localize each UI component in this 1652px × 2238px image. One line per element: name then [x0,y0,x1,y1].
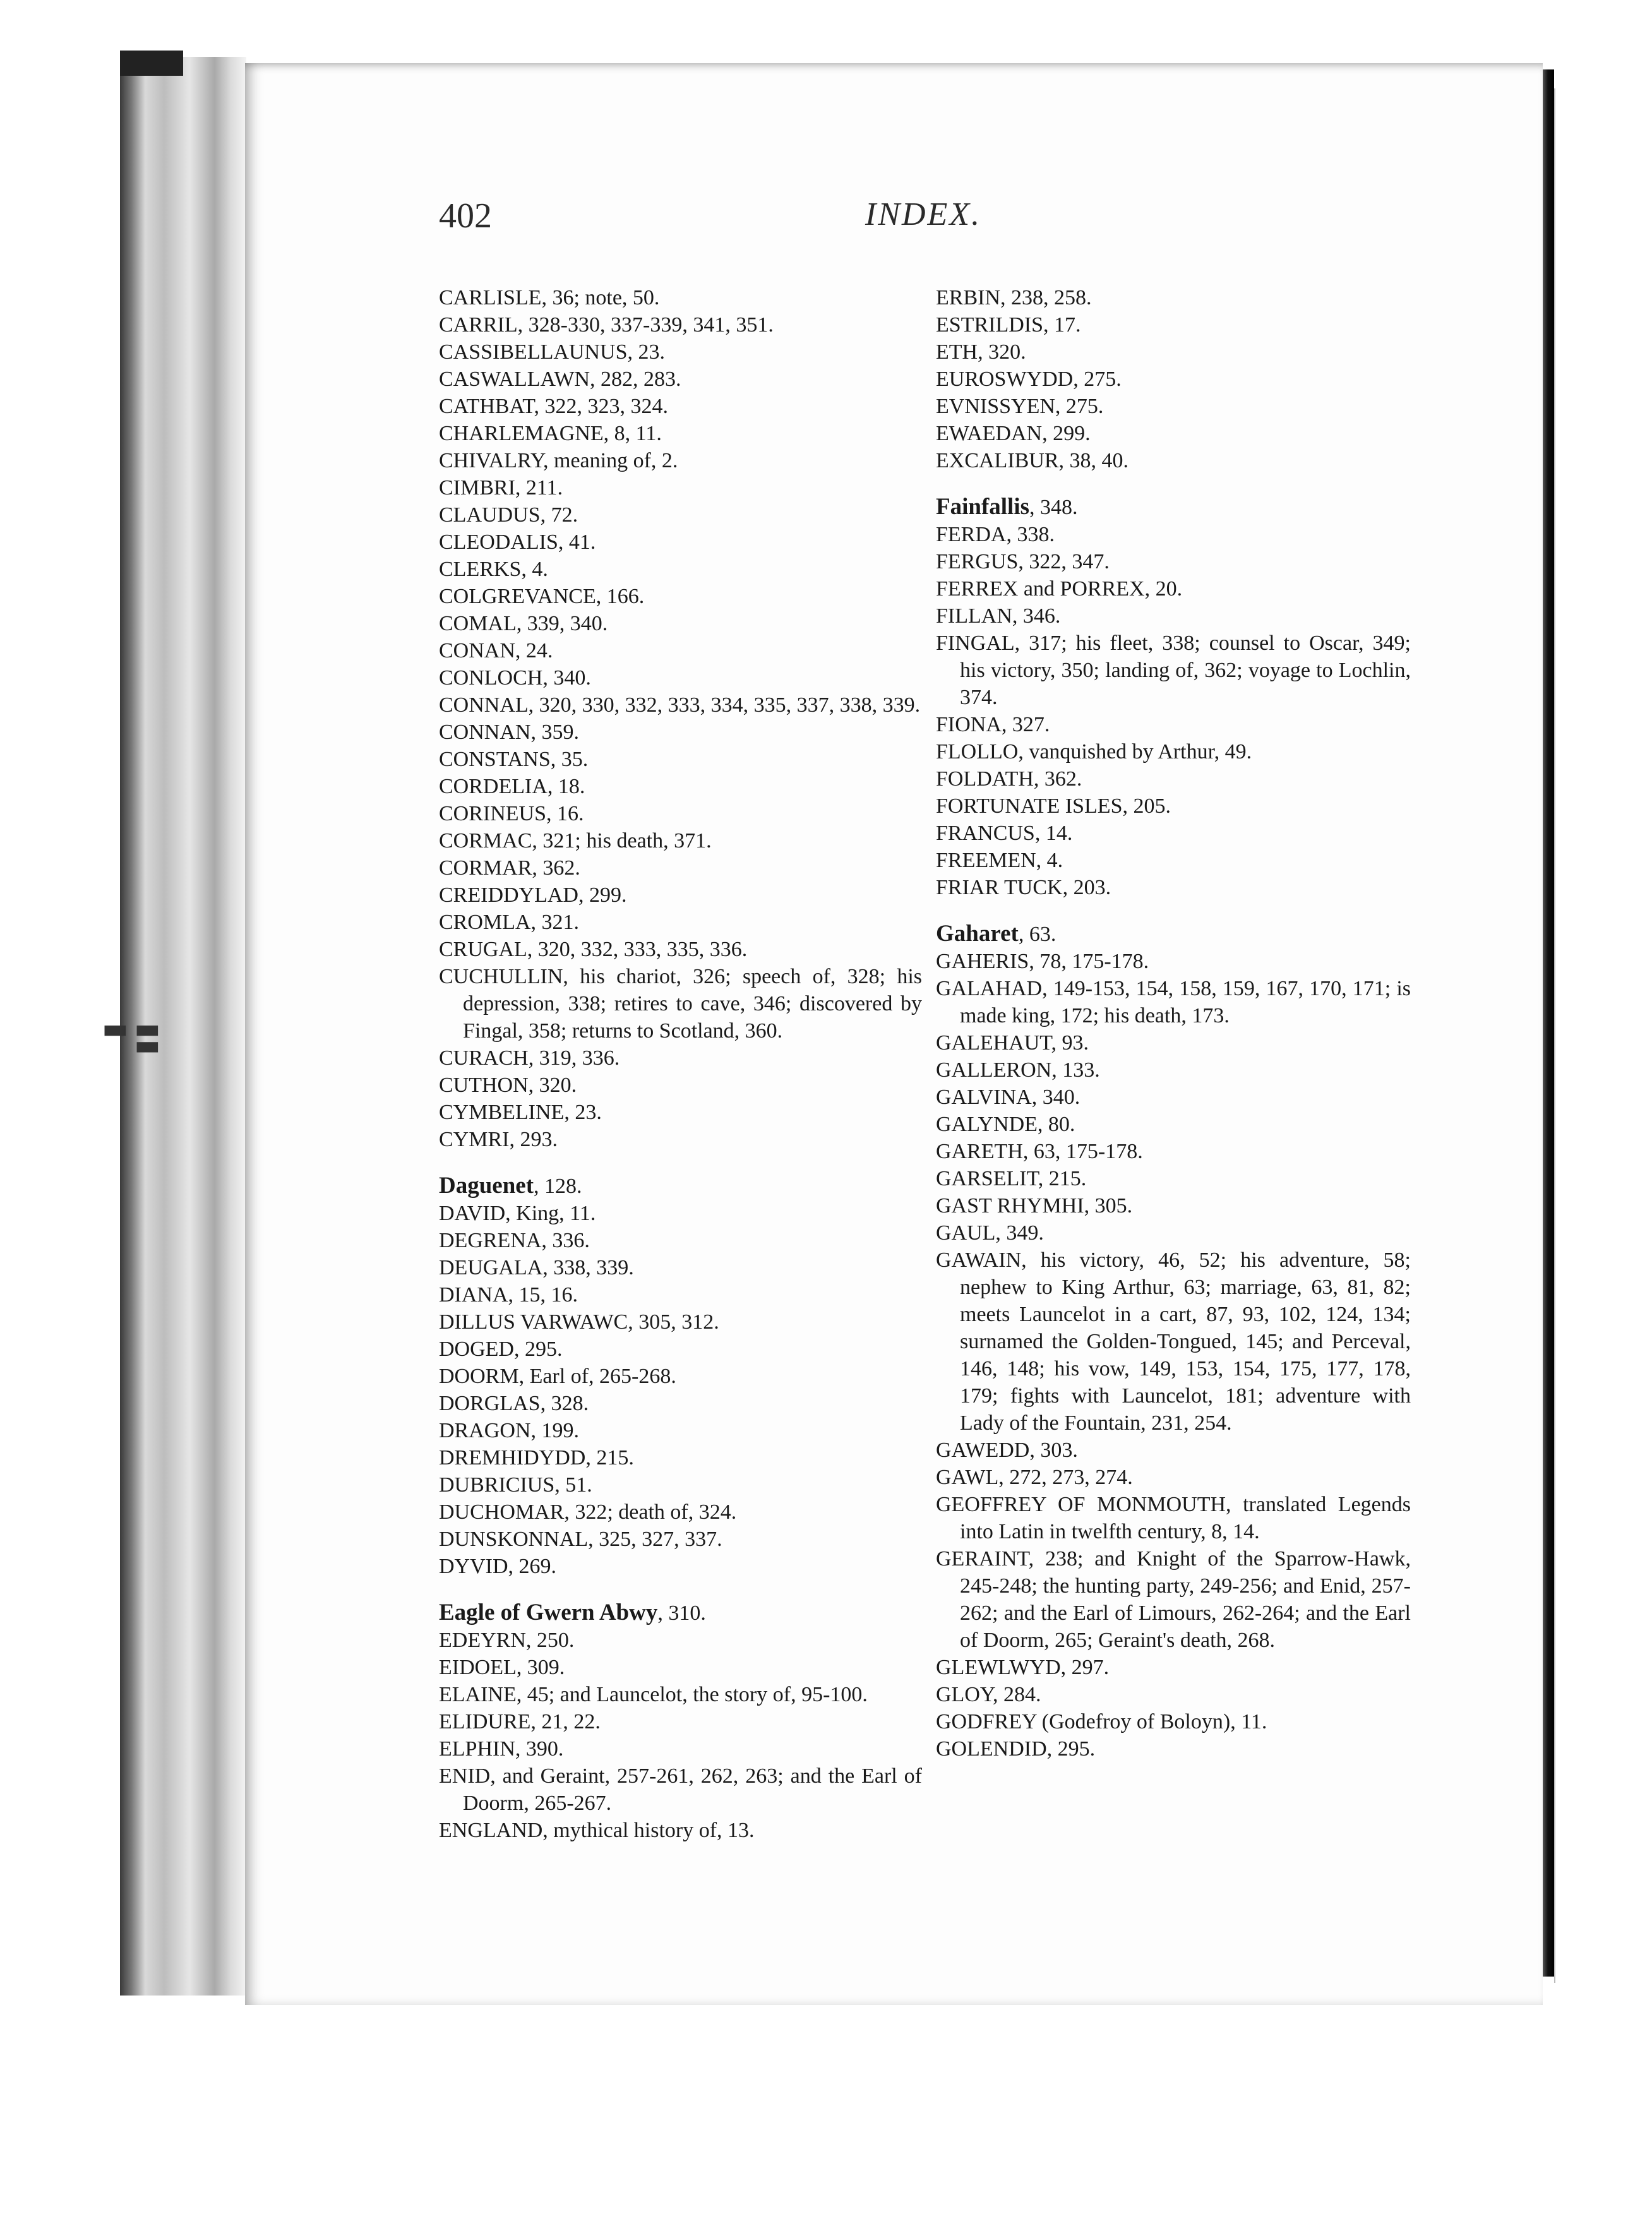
index-entry [439,284,922,311]
index-entry [439,474,922,501]
entry-text: ENGLAND, mythical history of, 13. [439,1819,755,1842]
index-entry [439,1762,922,1817]
entry-text: CUTHON, 320. [439,1074,577,1097]
entry-text: CLAUDUS, 72. [439,503,578,527]
entry-text: FILLAN, 346. [936,604,1061,628]
entry-text: DEGRENA, 336. [439,1229,590,1252]
entry-text: CORDELIA, 18. [439,775,585,798]
entry-text: GODFREY (Godefroy of Boloyn), 11. [936,1710,1267,1733]
facing-page [1554,88,1652,1983]
entry-text: , 310. [657,1601,706,1625]
section-head-entry: Daguenet [439,1173,534,1199]
entry-text: DAVID, King, 11. [439,1202,596,1225]
entry-text: CASSIBELLAUNUS, 23. [439,340,665,364]
index-entry [936,1219,1411,1247]
index-entry [936,1491,1411,1545]
entry-text: DEUGALA, 338, 339. [439,1256,634,1279]
entry-text: GLOY, 284. [936,1683,1041,1706]
entry-text: FERGUS, 322, 347. [936,550,1110,573]
entry-text: COLGREVANCE, 166. [439,585,645,608]
entry-text: GAWAIN, his victory, 46, 52; his adventure, 58; nephew to King Arthur, 63; marriage, 63, 81, 82; meets Launcelot in a cart, 87, 93, 102, 124, 134; surnamed the Golden-Tongued, 145; and Perceval, 146, 148; his vow, 149, 153, 154, 175, 177, 178, 179; fights with Launcelot, 181; adventure with Lady of the Fountain, 231, 254. [936,1248,1411,1435]
index-entry [936,393,1411,420]
index-entry [936,765,1411,793]
entry-text: GEOFFREY OF MONMOUTH, translated Legends into Latin in twelfth century, 8, 14. [936,1493,1411,1543]
index-entry [439,556,922,583]
entry-text: FIONA, 327. [936,713,1050,736]
index-entry [439,1390,922,1417]
entry-text: DREMHIDYDD, 215. [439,1446,634,1469]
index-entry [439,882,922,909]
index-entry [439,1099,922,1126]
entry-text: CHIVALRY, meaning of, 2. [439,449,678,472]
page-number: 402 [439,196,492,236]
entry-text: DUBRICIUS, 51. [439,1473,592,1497]
entry-text: DUNSKONNAL, 325, 327, 337. [439,1528,722,1551]
index-entry [936,1735,1411,1762]
entry-text: GOLENDID, 295. [936,1737,1096,1761]
index-entry [439,1308,922,1336]
entry-text: FRIAR TUCK, 203. [936,876,1111,899]
index-entry [936,1681,1411,1708]
index-entry [439,1471,922,1499]
entry-text: FOLDATH, 362. [936,767,1082,791]
index-entry [439,664,922,691]
index-entry [936,874,1411,901]
entry-text: CYMRI, 293. [439,1128,558,1151]
entry-text: GARETH, 63, 175-178. [936,1140,1143,1163]
entry-text: CORMAR, 362. [439,856,580,880]
index-entry [439,909,922,936]
entry-text: GAUL, 349. [936,1221,1044,1245]
entry-text: GALYNDE, 80. [936,1113,1075,1136]
index-entry [439,447,922,474]
entry-text: DOGED, 295. [439,1337,563,1361]
entry-text: FRANCUS, 14. [936,822,1073,845]
letter-section-gap [439,1580,922,1599]
index-entry [936,975,1411,1029]
entry-text: , 348. [1029,496,1078,519]
entry-text: GALAHAD, 149-153, 154, 158, 159, 167, 170, 171; is made king, 172; his death, 173. [936,977,1411,1027]
index-entry [936,738,1411,765]
index-entry [936,338,1411,366]
index-entry [439,1681,922,1708]
index-entry [936,920,1411,948]
index-entry [439,1227,922,1254]
entry-text: CARLISLE, 36; note, 50. [439,286,660,309]
entry-text: CONAN, 24. [439,639,553,662]
index-entry [439,1126,922,1153]
entry-text: EIDOEL, 309. [439,1656,565,1679]
running-head: INDEX. [865,196,982,232]
entry-text: CYMBELINE, 23. [439,1101,602,1124]
facing-page-gutter [1543,69,1554,1977]
index-entry [439,583,922,610]
index-entry [439,1654,922,1681]
letter-section-gap [936,901,1411,920]
index-entry [936,521,1411,548]
index-entry [936,711,1411,738]
index-entry [936,847,1411,874]
index-entry [439,691,922,719]
index-entry [439,963,922,1044]
index-entry [439,393,922,420]
entry-text: ETH, 320. [936,340,1026,364]
entry-text: CORMAC, 321; his death, 371. [439,829,712,853]
index-entry [439,1200,922,1227]
index-entry [439,1499,922,1526]
index-entry [936,630,1411,711]
entry-text: GALLERON, 133. [936,1058,1100,1082]
index-entry [439,501,922,529]
index-entry [439,1254,922,1281]
entry-text: CARRIL, 328-330, 337-339, 341, 351. [439,313,774,337]
entry-text: CATHBAT, 322, 323, 324. [439,395,668,418]
entry-text: CASWALLAWN, 282, 283. [439,368,681,391]
index-entry [439,1072,922,1099]
index-entry [439,1417,922,1444]
entry-text: CLEODALIS, 41. [439,530,596,554]
section-head-entry: Fainfallis [936,494,1030,520]
entry-text: CIMBRI, 211. [439,476,563,500]
entry-text: DUCHOMAR, 322; death of, 324. [439,1500,737,1524]
letter-section-gap [936,474,1411,493]
index-entry [439,746,922,773]
entry-text: GALVINA, 340. [936,1086,1080,1109]
entry-text: ERBIN, 238, 258. [936,286,1092,309]
entry-text: CLERKS, 4. [439,558,548,581]
entry-text: CONLOCH, 340. [439,666,591,690]
entry-text: COMAL, 339, 340. [439,612,608,635]
entry-text: DYVID, 269. [439,1555,557,1578]
spine-marking: ▮▮ ▮ [102,1023,165,1056]
entry-text: , 63. [1018,923,1056,946]
index-entry [936,1111,1411,1138]
index-entry [936,793,1411,820]
index-entry [439,420,922,447]
index-entry [439,773,922,800]
entry-text: CROMLA, 321. [439,911,579,934]
section-head-entry: Gaharet [936,921,1019,947]
index-entry [439,1044,922,1072]
entry-text: CREIDDYLAD, 299. [439,883,627,907]
entry-text: GAHERIS, 78, 175-178. [936,950,1149,973]
entry-text: DORGLAS, 328. [439,1392,589,1415]
index-entry [439,311,922,338]
index-entry [936,1029,1411,1056]
index-entry [439,366,922,393]
index-column-right [936,284,1411,1762]
entry-text: CONNAL, 320, 330, 332, 333, 334, 335, 337, 338, 339. [439,693,921,717]
index-entry [936,602,1411,630]
entry-text: GAST RHYMHI, 305. [936,1194,1133,1218]
index-column-left [439,284,922,1844]
entry-text: DRAGON, 199. [439,1419,579,1442]
entry-text: , 128. [534,1175,582,1198]
index-entry [936,1545,1411,1654]
index-entry [936,1084,1411,1111]
index-entry [439,1336,922,1363]
entry-text: GAWL, 272, 273, 274. [936,1466,1133,1489]
entry-text: CONNAN, 359. [439,721,579,744]
entry-text: ESTRILDIS, 17. [936,313,1081,337]
index-entry [439,338,922,366]
index-entry [936,1192,1411,1219]
index-entry [936,820,1411,847]
index-entry [439,1553,922,1580]
index-entry [439,854,922,882]
index-entry [439,936,922,963]
index-entry [936,948,1411,975]
index-entry [936,1654,1411,1681]
entry-text: EDEYRN, 250. [439,1629,575,1652]
entry-text: FERREX and PORREX, 20. [936,577,1183,601]
index-entry [936,493,1411,521]
entry-text: CORINEUS, 16. [439,802,584,825]
index-entry [936,548,1411,575]
entry-text: GLEWLWYD, 297. [936,1656,1110,1679]
entry-text: FORTUNATE ISLES, 205. [936,794,1171,818]
entry-text: GERAINT, 238; and Knight of the Sparrow-Hawk, 245-248; the hunting party, 249-256; and Enid, 257-262; and the Earl of Limours, 262-264; and the Earl of Doorm, 265; Geraint's death, 268. [936,1547,1411,1652]
index-entry [439,1172,922,1200]
index-entry [936,1464,1411,1491]
index-entry [936,420,1411,447]
entry-text: GALEHAUT, 93. [936,1031,1089,1055]
spine-top-edge [120,51,183,76]
entry-text: EVNISSYEN, 275. [936,395,1104,418]
index-entry [936,284,1411,311]
index-entry [439,637,922,664]
section-head-entry: Eagle of Gwern Abwy [439,1600,658,1625]
entry-text: FLOLLO, vanquished by Arthur, 49. [936,740,1252,763]
index-entry [936,1437,1411,1464]
index-entry [439,1627,922,1654]
index-entry [439,1599,922,1627]
entry-text: FINGAL, 317; his fleet, 338; counsel to Oscar, 349; his victory, 350; landing of, 362; voyage to Lochlin, 374. [936,631,1411,709]
index-entry [439,1444,922,1471]
index-entry [439,1708,922,1735]
entry-text: ELAINE, 45; and Launcelot, the story of, 95-100. [439,1683,868,1706]
index-entry [439,1281,922,1308]
entry-text: FERDA, 338. [936,523,1055,546]
index-entry [439,1735,922,1762]
index-entry [936,1708,1411,1735]
entry-text: CRUGAL, 320, 332, 333, 335, 336. [439,938,748,961]
index-entry [439,719,922,746]
entry-text: ELIDURE, 21, 22. [439,1710,601,1733]
index-entry [936,575,1411,602]
index-entry [936,447,1411,474]
entry-text: CONSTANS, 35. [439,748,589,771]
index-entry [936,366,1411,393]
entry-text: ELPHIN, 390. [439,1737,564,1761]
letter-section-gap [439,1153,922,1172]
entry-text: FREEMEN, 4. [936,849,1063,872]
index-entry [936,1247,1411,1437]
index-entry [439,1363,922,1390]
index-entry [936,1165,1411,1192]
entry-text: ENID, and Geraint, 257-261, 262, 263; and the Earl of Doorm, 265-267. [439,1764,922,1815]
index-entry [439,1526,922,1553]
entry-text: DILLUS VARWAWC, 305, 312. [439,1310,719,1334]
index-entry [439,1817,922,1844]
entry-text: EWAEDAN, 299. [936,422,1091,445]
index-entry [936,1138,1411,1165]
index-entry [936,311,1411,338]
entry-text: GAWEDD, 303. [936,1439,1078,1462]
entry-text: CUCHULLIN, his chariot, 326; speech of, 328; his depression, 338; retires to cave, 346; discovered by Fingal, 358; returns to Scotland, 360. [439,965,922,1043]
entry-text: CURACH, 319, 336. [439,1046,620,1070]
entry-text: CHARLEMAGNE, 8, 11. [439,422,662,445]
index-entry [439,800,922,827]
index-entry [936,1056,1411,1084]
entry-text: GARSELIT, 215. [936,1167,1087,1190]
index-entry [439,827,922,854]
entry-text: DOORM, Earl of, 265-268. [439,1365,676,1388]
entry-text: DIANA, 15, 16. [439,1283,578,1307]
index-entry [439,529,922,556]
index-entry [439,610,922,637]
entry-text: EUROSWYDD, 275. [936,368,1122,391]
entry-text: EXCALIBUR, 38, 40. [936,449,1129,472]
